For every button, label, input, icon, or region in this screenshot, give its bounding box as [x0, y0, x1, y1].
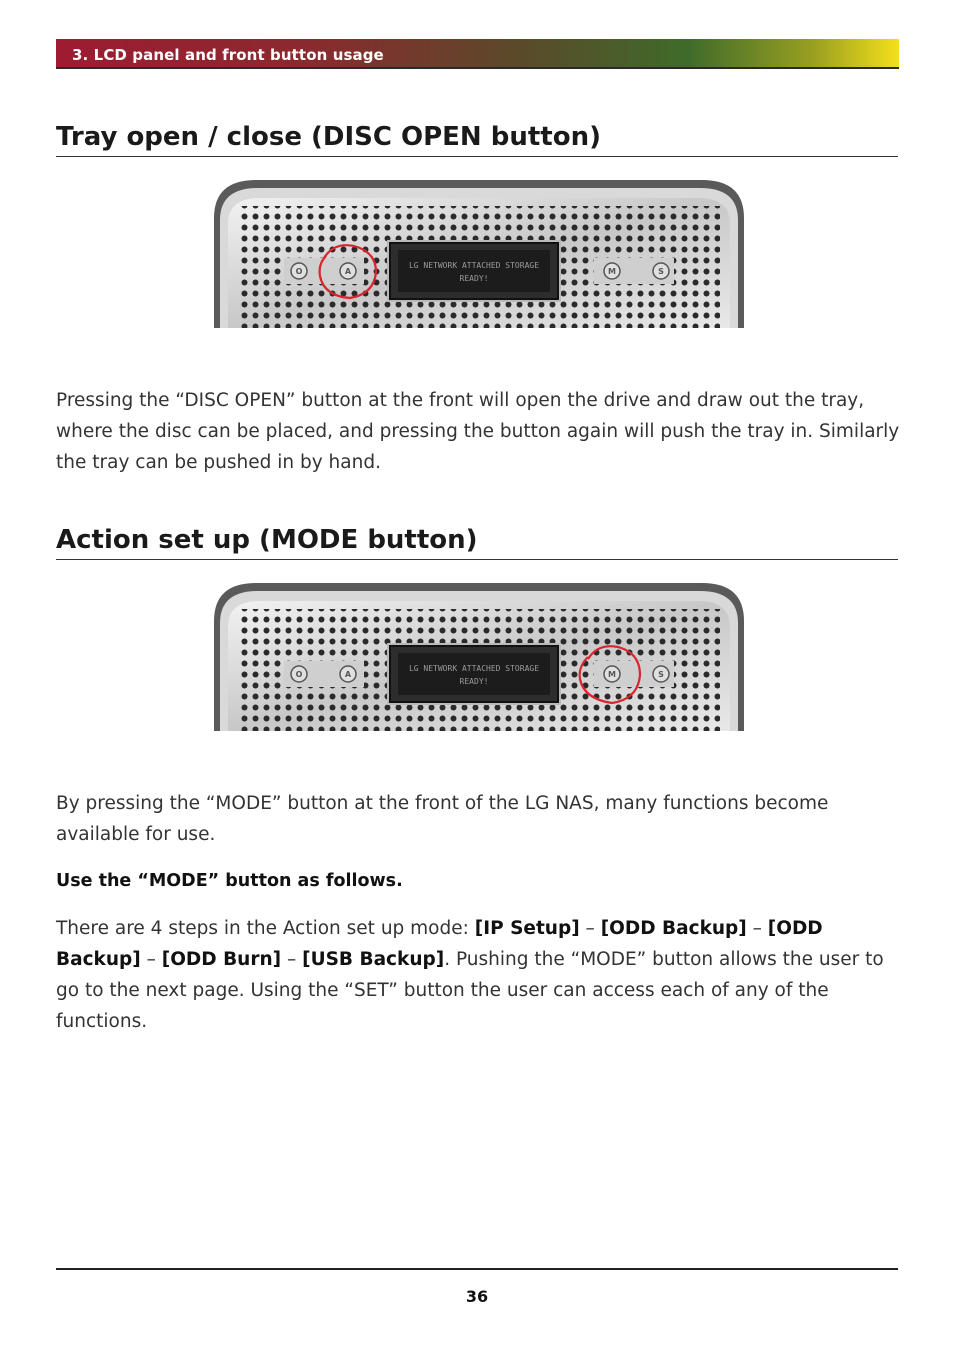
disc-eject-button [291, 666, 307, 682]
svg-text:M: M [608, 267, 616, 276]
step-usb-backup: [USB Backup] [302, 949, 445, 970]
step-odd-backup: [ODD Backup] [600, 918, 747, 939]
svg-text:S: S [658, 670, 664, 679]
step-separator: – [746, 918, 768, 939]
disc-eject-button [291, 263, 307, 279]
step-separator: – [281, 949, 303, 970]
step-separator: – [140, 949, 162, 970]
page-number: 36 [465, 1287, 489, 1306]
steps-outro-text: . Pushing the “MODE” button allows the user to go to the next page. Using the “SET” button the user can access each of any of the functions. [56, 949, 884, 1032]
step-odd-burn: [ODD Burn] [161, 949, 282, 970]
disc-open-button [340, 263, 356, 279]
svg-text:M: M [608, 670, 616, 679]
footer-rule [56, 1268, 898, 1270]
step-odd-backup-2: [ODD Backup] [56, 918, 823, 970]
section2-rule [56, 559, 898, 560]
section2-paragraph: By pressing the “MODE” button at the front of the LG NAS, many functions become available for use. [56, 793, 829, 845]
section1-rule [56, 156, 898, 157]
lcd-line2-text: READY! [459, 677, 489, 686]
set-button [653, 666, 669, 682]
mode-usage-subheading: Use the “MODE” button as follows. [56, 871, 403, 891]
lcd-line1-text: LG NETWORK ATTACHED STORAGE [408, 664, 540, 673]
mode-button [604, 666, 620, 682]
section1-paragraph: Pressing the “DISC OPEN” button at the front will open the drive and draw out the tray, where the disc can be placed, and pressing the button again will push the tray in. Similarly the tray can be pushed in by hand. [56, 390, 900, 473]
svg-text:A: A [344, 267, 352, 276]
section-header-label: 3. LCD panel and front button usage [72, 46, 384, 64]
nas-front-panel-image-disc-open [184, 178, 774, 328]
step-ip-setup: [IP Setup] [474, 918, 580, 939]
lcd-line1-text: LG NETWORK ATTACHED STORAGE [408, 261, 540, 270]
disc-open-button [340, 666, 356, 682]
set-button [653, 263, 669, 279]
nas-front-panel-image-mode [184, 581, 774, 731]
svg-text:A: A [344, 670, 352, 679]
mode-steps-paragraph [56, 913, 886, 1037]
svg-text:O: O [295, 267, 303, 276]
section1-title: Tray open / close (DISC OPEN button) [56, 122, 601, 152]
steps-intro-text: There are 4 steps in the Action set up mode: [56, 918, 475, 939]
svg-text:O: O [295, 670, 303, 679]
mode-button [604, 263, 620, 279]
section2-title: Action set up (MODE button) [56, 525, 478, 555]
step-separator: – [579, 918, 601, 939]
section-header-bar [56, 39, 899, 69]
svg-text:S: S [658, 267, 664, 276]
lcd-line2-text: READY! [459, 274, 489, 283]
